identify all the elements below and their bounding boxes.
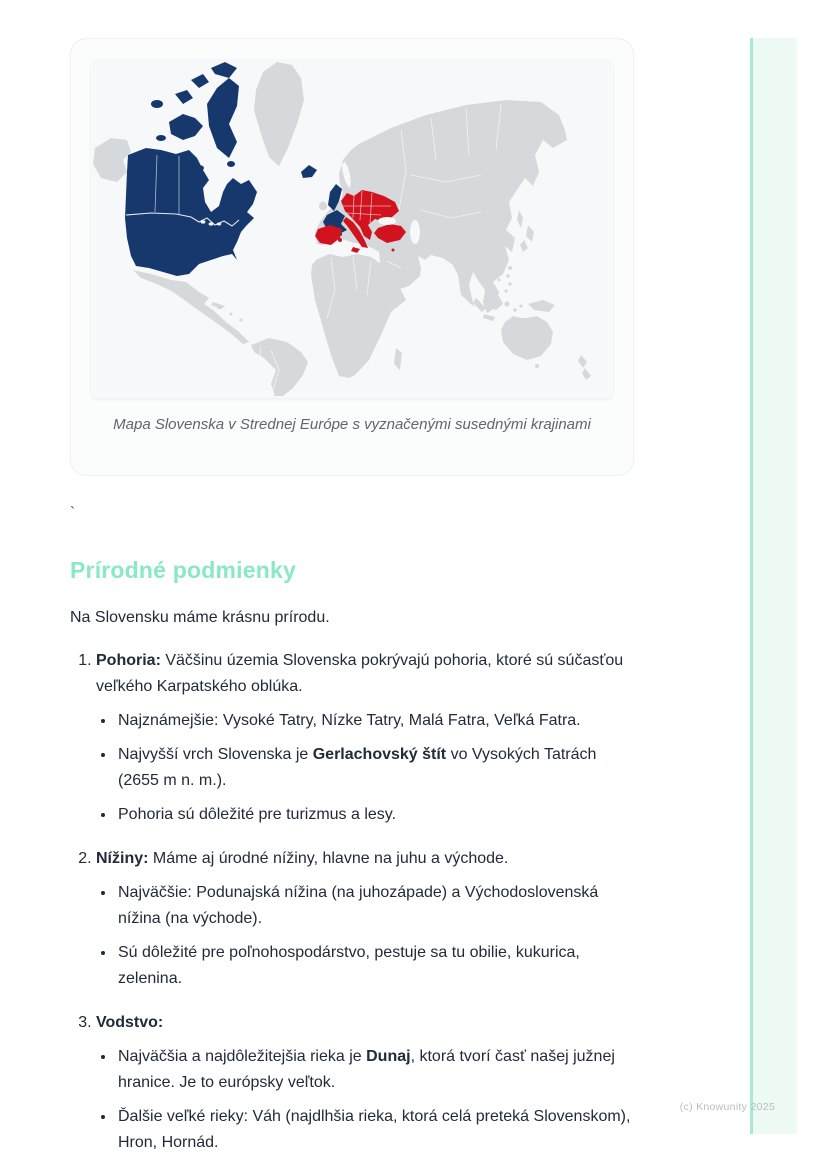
text: Najznámejšie: Vysoké Tatry, Nízke Tatry, Malá Fatra, Veľká Fatra. bbox=[118, 712, 581, 729]
text: Väčšinu územia Slovenska pokrývajú pohoria, ktoré sú súčasťou veľkého Karpatského oblúka. bbox=[96, 652, 624, 695]
text: Máme aj úrodné nížiny, hlavne na juhu a východe. bbox=[148, 850, 509, 867]
text: vo Vysokých Tatrách (2655 m n. m.). bbox=[118, 746, 597, 789]
text: Sú dôležité pre poľnohospodárstvo, pestuje sa tu obilie, kukurica, zelenina. bbox=[118, 944, 580, 987]
stray-backtick-text: ` bbox=[70, 504, 75, 521]
bullet-item bbox=[116, 802, 636, 828]
list-item bbox=[96, 846, 636, 992]
list-item bbox=[96, 1010, 636, 1156]
text: Najväčšia a najdôležitejšia rieka je bbox=[118, 1048, 367, 1065]
bold-text: Nížiny: bbox=[96, 850, 149, 867]
bold-text: Pohoria: bbox=[96, 652, 161, 669]
bullet-list bbox=[96, 708, 636, 828]
world-map-image bbox=[91, 60, 613, 398]
bold-text: Vodstvo: bbox=[96, 1014, 164, 1031]
text: Najvyšší vrch Slovenska je bbox=[118, 746, 313, 763]
topic-list bbox=[70, 648, 636, 1171]
list-item bbox=[96, 648, 636, 828]
map-black-sea bbox=[378, 217, 396, 225]
text: Pohoria sú dôležité pre turizmus a lesy. bbox=[118, 806, 397, 823]
map-caption: Mapa Slovenska v Strednej Európe s vyznačenými susednými krajinami bbox=[113, 416, 591, 433]
bullet-item bbox=[116, 880, 636, 932]
bold-text: Dunaj bbox=[366, 1048, 411, 1065]
bullet-item bbox=[116, 1104, 636, 1156]
watermark-text: (c) Knowunity 2025 bbox=[679, 1101, 775, 1113]
text: Ďalšie veľké rieky: Váh (najdlhšia rieka, ktorá celá preteká Slovenskom), Hron, Hornád. bbox=[118, 1108, 631, 1151]
bullet-item bbox=[116, 742, 636, 794]
page-edge-stripe bbox=[750, 38, 797, 1134]
text: , ktorá tvorí časť našej južnej hranice. Je to európsky veľtok. bbox=[118, 1048, 615, 1091]
bullet-list bbox=[96, 880, 636, 992]
bullet-item bbox=[116, 1044, 636, 1096]
list-item-lead bbox=[96, 846, 636, 872]
list-item-lead bbox=[96, 648, 636, 700]
list-item-lead bbox=[96, 1010, 636, 1036]
bullet-list bbox=[96, 1044, 636, 1156]
text: Najväčšie: Podunajská nížina (na juhozápade) a Východoslovenská nížina (na východe). bbox=[118, 884, 599, 927]
map-figure-card bbox=[70, 38, 634, 476]
world-map-graphic bbox=[91, 60, 613, 398]
bullet-item bbox=[116, 708, 636, 734]
bold-text: Gerlachovský štít bbox=[312, 746, 447, 763]
bullet-item bbox=[116, 940, 636, 992]
intro-paragraph: Na Slovensku máme krásnu prírodu. bbox=[70, 609, 330, 626]
section-heading: Prírodné podmienky bbox=[70, 557, 296, 583]
